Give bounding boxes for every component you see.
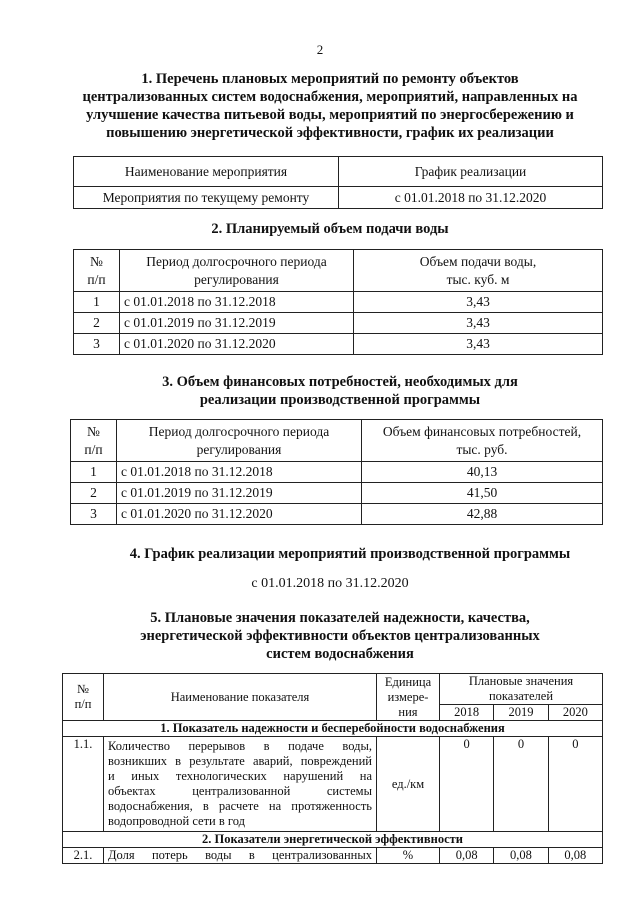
section3-title-line: 3. Объем финансовых потребностей, необходимых для (162, 374, 518, 390)
section5-title-line: систем водоснабжения (266, 646, 414, 662)
header-number (74, 250, 120, 292)
row-number: 3 (74, 334, 120, 355)
table-row (74, 313, 603, 334)
row-number: 2.1. (63, 848, 104, 864)
row-number: 2 (74, 313, 120, 334)
indicator-unit: % (377, 848, 440, 864)
section1-title-line: 1. Перечень плановых мероприятий по ремонту объектов (141, 71, 519, 87)
indicator-line: и иных технологических нарушений на (108, 769, 372, 783)
header-number-line: п/п (84, 441, 103, 457)
header-plan-line: показателей (488, 689, 554, 703)
row-number: 3 (71, 504, 117, 525)
table-row (74, 187, 603, 209)
header-number-line: № (77, 682, 89, 696)
indicator-name: Доля потерь воды в централизованных (104, 848, 377, 864)
header-period-line: Период долгосрочного периода (146, 253, 327, 269)
indicator-unit: ед./км (377, 737, 440, 832)
header-finance (362, 420, 603, 462)
value-2020: 0 (548, 737, 602, 832)
row-volume: 3,43 (354, 334, 603, 355)
header-period-line: регулирования (194, 271, 279, 287)
section5-table (62, 673, 603, 864)
row-number: 2 (71, 483, 117, 504)
header-plan-line: Плановые значения (468, 674, 574, 688)
row-finance: 41,50 (362, 483, 603, 504)
group-energy: 2. Показатели энергетической эффективности (63, 832, 603, 848)
page-number: 2 (316, 42, 324, 57)
row-period: с 01.01.2018 по 31.12.2018 (117, 462, 362, 483)
header-number-line: п/п (87, 271, 106, 287)
value-2018: 0 (440, 737, 494, 832)
indicator-line: объектах централизованной системы (108, 784, 372, 798)
value-2019: 0,08 (494, 848, 548, 864)
section1-title (60, 70, 600, 142)
section2-table (73, 249, 603, 355)
header-number-line: № (87, 423, 100, 439)
indicator-name (104, 737, 377, 832)
value-2018: 0,08 (440, 848, 494, 864)
section3-title-line: реализации производственной программы (199, 392, 481, 408)
indicator-line: водоснабжения, в расчете на протяженность (108, 799, 372, 813)
header-schedule: График реализации (339, 157, 603, 187)
section5-title (60, 609, 620, 663)
table-row (71, 483, 603, 504)
header-activity: Наименование мероприятия (74, 157, 339, 187)
table-row (74, 292, 603, 313)
section4-title: 4. График реализации мероприятий производственной программы (129, 546, 571, 562)
header-indicator-name: Наименование показателя (104, 674, 377, 721)
section3-table (70, 419, 603, 525)
header-volume-line: Объем подачи воды, (419, 253, 537, 269)
header-year-2019: 2019 (494, 705, 548, 721)
row-volume: 3,43 (354, 292, 603, 313)
row-number: 1 (71, 462, 117, 483)
section2-title: 2. Планируемый объем подачи воды (211, 221, 449, 237)
value-2019: 0 (494, 737, 548, 832)
row-period: с 01.01.2019 по 31.12.2019 (117, 483, 362, 504)
indicator-line: возникших в результате аварий, повреждений (108, 754, 372, 768)
header-unit-line: Единица (384, 674, 432, 689)
section1-title-line: централизованных систем водоснабжения, мероприятий, направленных на (82, 89, 578, 105)
table-row (74, 334, 603, 355)
section3-title (60, 373, 620, 409)
row-period: с 01.01.2018 по 31.12.2018 (120, 292, 354, 313)
header-unit-line: ния (398, 704, 418, 719)
header-year-2018: 2018 (440, 705, 494, 721)
header-finance-line: тыс. руб. (456, 441, 508, 457)
row-number: 1.1. (63, 737, 104, 832)
row-volume: 3,43 (354, 313, 603, 334)
header-number (71, 420, 117, 462)
schedule-cell: с 01.01.2018 по 31.12.2020 (339, 187, 603, 209)
indicator-line: водопроводной сети в год (108, 814, 245, 828)
activity-cell: Мероприятия по текущему ремонту (74, 187, 339, 209)
row-finance: 42,88 (362, 504, 603, 525)
table-row (71, 504, 603, 525)
section5-title-line: 5. Плановые значения показателей надежности, качества, (150, 610, 530, 626)
section1-title-line: улучшение качества питьевой воды, мероприятий по энергосбережению и (86, 107, 574, 123)
table-row (71, 462, 603, 483)
header-finance-line: Объем финансовых потребностей, (382, 423, 582, 439)
row-period: с 01.01.2019 по 31.12.2019 (120, 313, 354, 334)
header-unit (377, 674, 440, 721)
header-number (63, 674, 104, 721)
header-unit-line: измере- (387, 689, 429, 704)
section1-title-line: повышению энергетической эффективности, график их реализации (106, 125, 554, 141)
row-number: 1 (74, 292, 120, 313)
section5-title-line: энергетической эффективности объектов централизованных (140, 628, 540, 644)
table-row (63, 848, 603, 864)
header-period (120, 250, 354, 292)
header-period-line: Период долгосрочного периода (148, 423, 330, 439)
value-2020: 0,08 (548, 848, 602, 864)
table-row (63, 737, 603, 832)
group-reliability: 1. Показатель надежности и бесперебойности водоснабжения (63, 721, 603, 737)
row-finance: 40,13 (362, 462, 603, 483)
header-year-2020: 2020 (548, 705, 602, 721)
header-volume-line: тыс. куб. м (446, 271, 510, 287)
header-number-line: № (90, 253, 103, 269)
indicator-line: Количество перерывов в подаче воды, (108, 739, 372, 753)
section4-period: с 01.01.2018 по 31.12.2020 (251, 576, 409, 591)
header-volume (354, 250, 603, 292)
header-plan (440, 674, 603, 705)
row-period: с 01.01.2020 по 31.12.2020 (117, 504, 362, 525)
row-period: с 01.01.2020 по 31.12.2020 (120, 334, 354, 355)
header-number-line: п/п (74, 697, 92, 711)
header-period-line: регулирования (196, 441, 282, 457)
section1-table (73, 156, 603, 209)
header-period (117, 420, 362, 462)
